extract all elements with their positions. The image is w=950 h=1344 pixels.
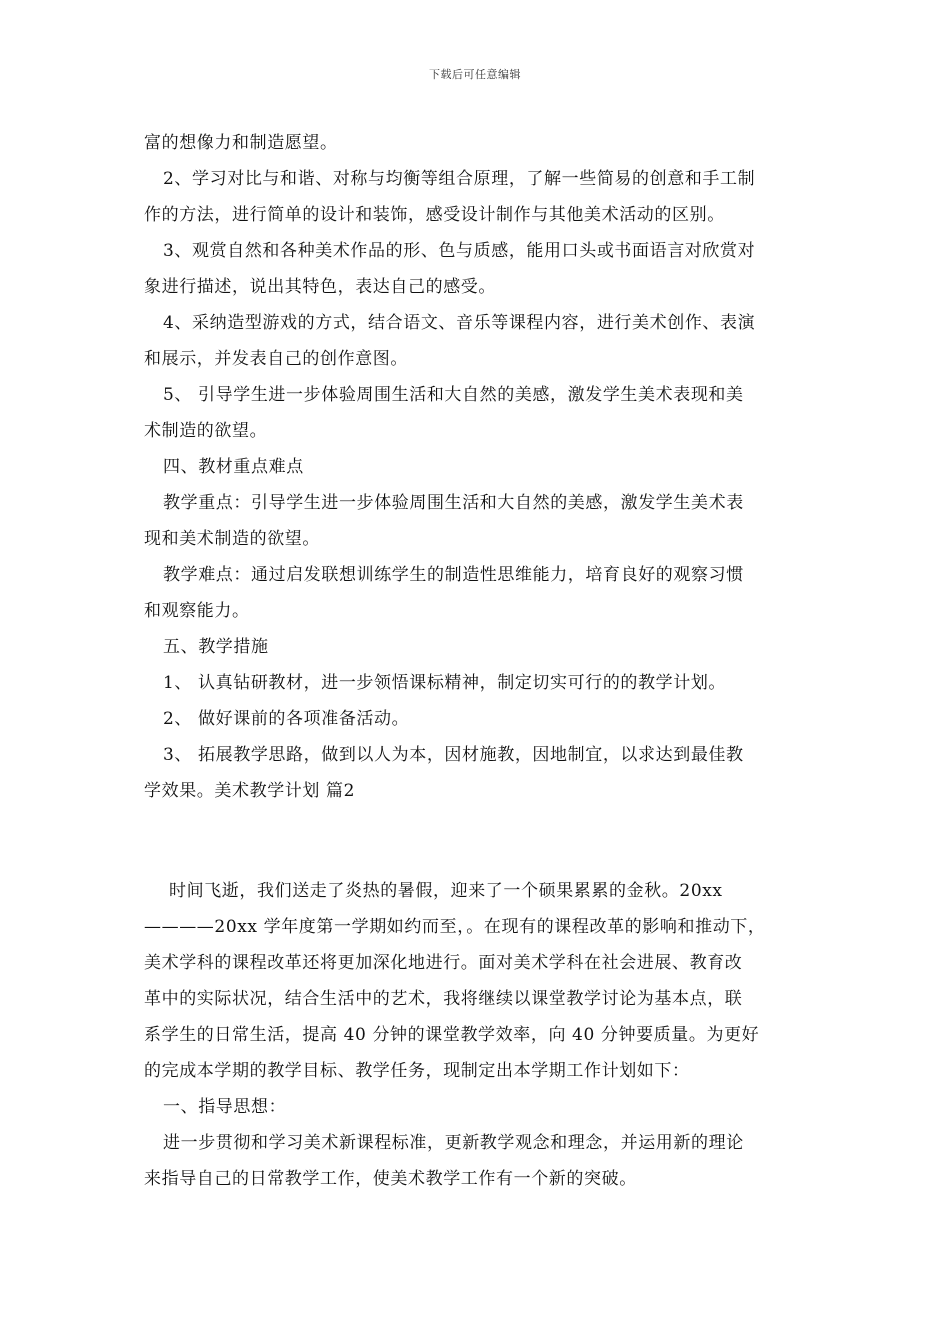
paragraph-line: 来指导自己的日常教学工作，使美术教学工作有一个新的突破。 xyxy=(144,1169,637,1189)
paragraph-line: ————20xx 学年度第一学期如约而至，。在现有的课程改革的影响和推动下， xyxy=(144,917,766,937)
page-header: 下载后可任意编辑 xyxy=(429,68,521,81)
paragraph-line: 教学难点：通过启发联想训练学生的制造性思维能力，培育良好的观察习惯 xyxy=(163,565,744,585)
paragraph-line: 2、学习对比与和谐、对称与均衡等组合原理，了解一些简易的创意和手工制 xyxy=(163,169,756,189)
paragraph-line: 3、观赏自然和各种美术作品的形、色与质感，能用口头或书面语言对欣赏对 xyxy=(163,241,756,261)
paragraph-line: 作的方法，进行简单的设计和装饰，感受设计制作与其他美术活动的区别。 xyxy=(144,205,725,225)
paragraph-line: 富的想像力和制造愿望。 xyxy=(144,133,338,153)
paragraph-line: 的完成本学期的教学目标、教学任务，现制定出本学期工作计划如下： xyxy=(144,1061,690,1081)
paragraph-line: 术制造的欲望。 xyxy=(144,421,268,441)
paragraph-line: 现和美术制造的欲望。 xyxy=(144,529,320,549)
paragraph-line: 和展示，并发表自己的创作意图。 xyxy=(144,349,408,369)
paragraph-line: 和观察能力。 xyxy=(144,601,250,621)
paragraph-line: 5、 引导学生进一步体验周围生活和大自然的美感，激发学生美术表现和美 xyxy=(163,385,744,405)
paragraph-line: 系学生的日常生活，提高 40 分钟的课堂教学效率，向 40 分钟要质量。为更好 xyxy=(144,1025,760,1045)
paragraph-line: 进一步贯彻和学习美术新课程标准，更新教学观念和理念，并运用新的理论 xyxy=(163,1133,744,1153)
section-heading: 一、指导思想： xyxy=(163,1097,287,1117)
paragraph-line: 2、 做好课前的各项准备活动。 xyxy=(163,709,410,729)
paragraph-line: 4、采纳造型游戏的方式，结合语文、音乐等课程内容，进行美术创作、表演 xyxy=(163,313,756,333)
section-heading: 四、教材重点难点 xyxy=(163,457,304,477)
paragraph-line: 学效果。美术教学计划 篇2 xyxy=(144,781,356,801)
paragraph-line: 象进行描述，说出其特色，表达自己的感受。 xyxy=(144,277,496,297)
paragraph-line: 3、 拓展教学思路，做到以人为本，因材施教，因地制宜，以求达到最佳教 xyxy=(163,745,744,765)
section-heading: 五、教学措施 xyxy=(163,637,269,657)
paragraph-line: 革中的实际状况，结合生活中的艺术，我将继续以课堂教学讨论为基本点，联 xyxy=(144,989,743,1009)
paragraph-line: 教学重点：引导学生进一步体验周围生活和大自然的美感，激发学生美术表 xyxy=(163,493,744,513)
paragraph-line: 1、 认真钻研教材，进一步领悟课标精神，制定切实可行的的教学计划。 xyxy=(163,673,727,693)
paragraph-line: 时间飞逝，我们送走了炎热的暑假，迎来了一个硕果累累的金秋。20xx xyxy=(169,881,723,901)
paragraph-line: 美术学科的课程改革还将更加深化地进行。面对美术学科在社会进展、教育改 xyxy=(144,953,743,973)
